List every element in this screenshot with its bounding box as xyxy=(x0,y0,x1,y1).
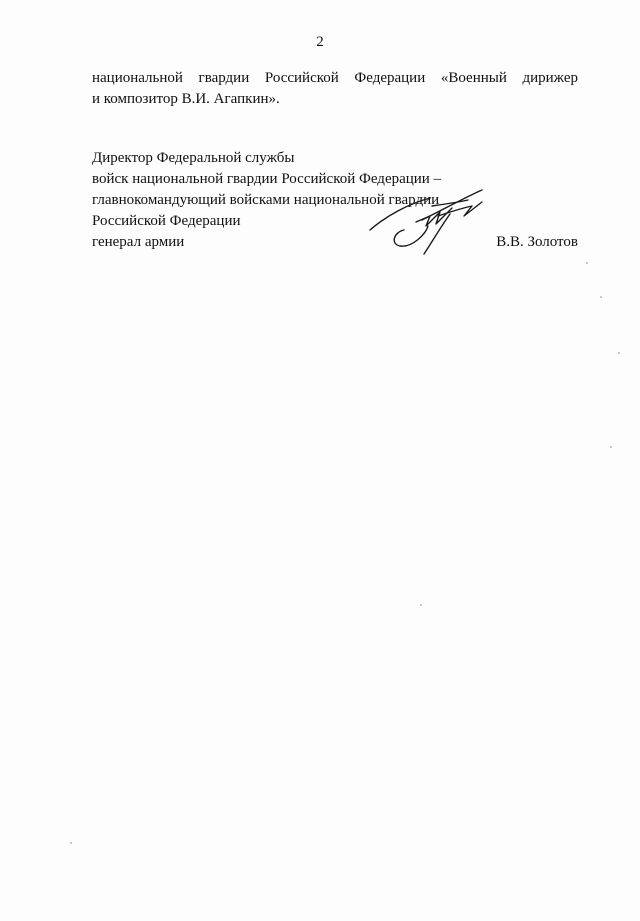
scan-speck xyxy=(618,352,620,354)
body-line-1: национальной гвардии Российской Федерации «Военный дирижер xyxy=(92,70,578,86)
scan-speck xyxy=(600,296,602,298)
handwritten-signature xyxy=(360,186,500,258)
page-number: 2 xyxy=(316,34,324,50)
scan-speck xyxy=(420,604,422,606)
body-paragraph xyxy=(92,68,578,110)
signature-stroke xyxy=(394,226,428,246)
signatory-title-line-3: главнокомандующий войсками национальной гвардии xyxy=(92,192,440,208)
signatory-title-line-1: Директор Федеральной службы xyxy=(92,150,295,166)
body-line-2: и композитор В.И. Агапкин». xyxy=(92,91,280,107)
scan-speck xyxy=(586,262,588,264)
scan-speck xyxy=(610,446,612,448)
scan-speck xyxy=(70,842,72,844)
signature-stroke xyxy=(416,208,452,226)
signer-name: В.В. Золотов xyxy=(496,234,578,250)
signatory-title-line-4: Российской Федерации xyxy=(92,213,241,229)
signature-stroke xyxy=(422,190,482,220)
signature-stroke xyxy=(370,198,430,230)
signatory-title-line-2: войск национальной гвардии Российской Федерации – xyxy=(92,171,442,187)
signatory-rank: генерал армии xyxy=(92,234,185,250)
